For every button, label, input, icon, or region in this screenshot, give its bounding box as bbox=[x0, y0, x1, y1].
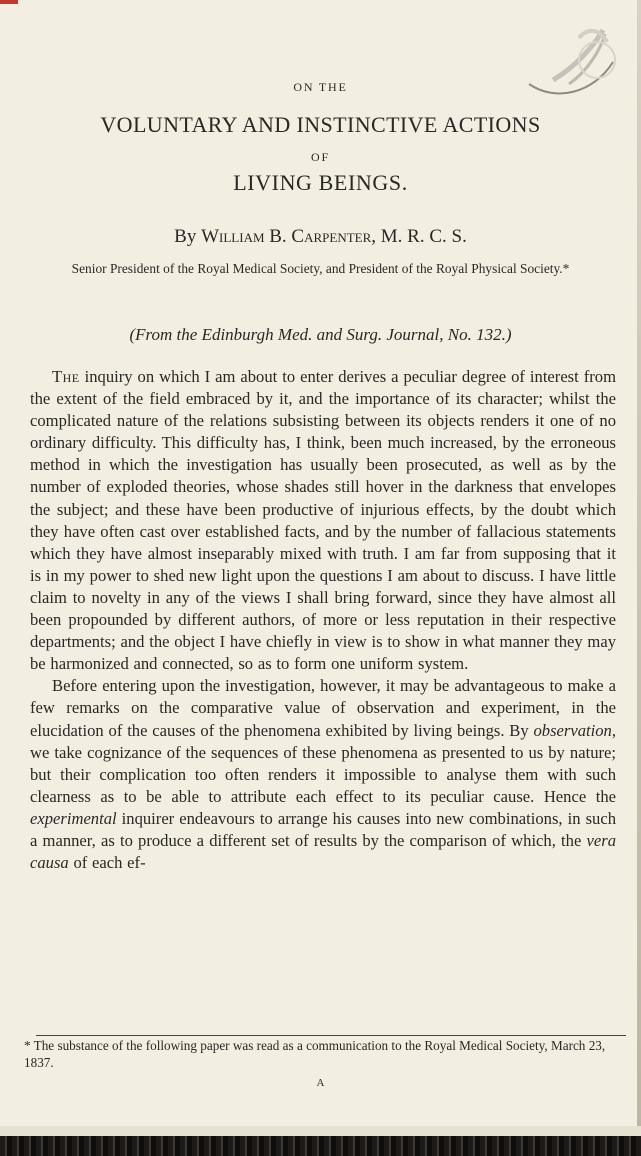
heading-of: OF bbox=[311, 150, 330, 164]
title-line-2: LIVING BEINGS. bbox=[233, 170, 408, 195]
signature-mark: A bbox=[316, 1077, 325, 1089]
top-color-rule bbox=[0, 0, 18, 4]
title-line-1: VOLUNTARY AND INSTINCTIVE ACTIONS bbox=[100, 112, 541, 137]
page-bottom-margin bbox=[0, 1126, 641, 1136]
term-observation: observation bbox=[533, 720, 612, 740]
author-name: William B. Carpenter, M. R. C. S. bbox=[201, 226, 467, 247]
footnote-rule bbox=[36, 1035, 626, 1036]
paragraph-2-part-c: inquirer endeavours to arrange his causes into new combinations, in such a manner, as to produce a different set of results by the comparison of which, the bbox=[30, 808, 616, 850]
paragraph-2 bbox=[30, 675, 616, 874]
paragraph-2-part-d: of each ef- bbox=[68, 853, 146, 873]
term-vera-causa: vera causa bbox=[30, 830, 616, 873]
article-body bbox=[30, 366, 616, 874]
scan-bottom-edge bbox=[0, 1136, 641, 1156]
heading-on-the: ON THE bbox=[293, 80, 348, 94]
footnote: * The substance of the following paper was read as a communication to the Royal Medical Society, March 23, 1837. bbox=[24, 1038, 606, 1070]
paragraph-1-text: inquiry on which I am about to enter derives a peculiar degree of interest from the extent of the field embraced by it, and the importance of its character; whilst the complicated nature of the relations subsisting between its objects renders it one of no ordinary difficulty. This difficulty has, I think, been much increased, by the erroneous method in which the investigation has usually been prosecuted, as well as by the number of exploded theories, whose shades still hover in the darkness that envelopes the subject; and these have been productive of injurious effects, by the doubt which they have often cast over established facts, and by the number of fallacious statements which they have almost inseparably mixed with truth. I am far from supposing that it is in my power to shed new light upon the questions I am about to discuss. I have little claim to novelty in any of the views I shall bring forward, since they have almost all been propounded by different authors, of more or less reputation in their respective departments; and the object I have chiefly in view is to show in what manner they may be harmonized and connected, so as to form one uniform system. bbox=[30, 367, 616, 674]
byline-prefix: By bbox=[174, 226, 202, 247]
author-byline bbox=[0, 226, 641, 248]
source-citation: (From the Edinburgh Med. and Surg. Journal, No. 132.) bbox=[129, 325, 512, 344]
paragraph-1 bbox=[30, 366, 616, 675]
paragraph-2-part-b: , we take cognizance of the sequences of these phenomena as presented to us by nature; but their complication too often renders it impossible to analyse them with such clearness as to be able to attribute each effect to its peculiar cause. Hence the bbox=[30, 720, 616, 806]
first-word: The bbox=[52, 367, 80, 386]
author-affiliation: Senior President of the Royal Medical Society, and President of the Royal Physical Society.* bbox=[71, 261, 570, 276]
paragraph-2-part-a: Before entering upon the investigation, however, it may be advantageous to make a few remarks on the comparative value of observation and experiment, in the elucidation of the causes of the phenomena exhibited by living beings. By bbox=[30, 676, 616, 740]
term-experimental: experimental bbox=[30, 808, 117, 828]
page-right-edge bbox=[637, 0, 641, 1136]
